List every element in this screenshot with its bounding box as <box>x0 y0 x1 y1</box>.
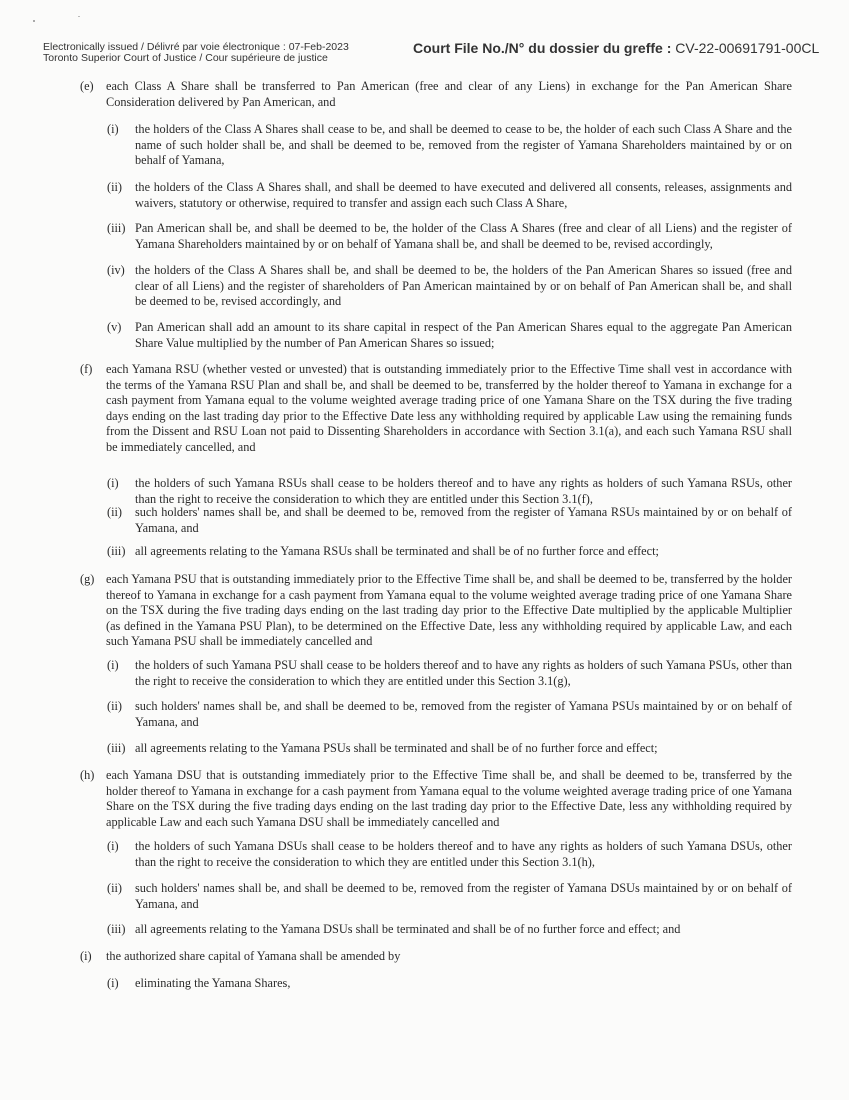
clause-e: each Class A Share shall be transferred to Pan American (free and clear of any Liens) in exchange for the Pan American Share Consideration delivered by Pan American, and <box>106 79 792 109</box>
scan-speck <box>78 16 80 17</box>
clause-f: each Yamana RSU (whether vested or unvested) that is outstanding immediately prior to the Effective Time shall vest in accordance with the terms of the Yamana RSU Plan and shall be, and shall be deemed to be, transferred by the holder thereof to Yamana in exchange for a cash payment from Yamana equal to the volume weighted average trading price of one Yamana Share on the TSX during the five trading days ending on the last trading day prior to the Effective Date less any withholding required by applicable Law using the remaining funds from the Dissent and RSU Loan not paid to Dissenting Shareholders in accordance with Section 3.1(a), and each such Yamana RSU shall be immediately cancelled, and <box>106 362 792 454</box>
clause-label-h: (h) <box>80 768 95 782</box>
subclause-label: (ii) <box>107 505 123 519</box>
subclause-e-iv: the holders of the Class A Shares shall be, and shall be deemed to be, the holders of the Pan American Shares so issued (free and clear of all Liens) and the register of shareholders of Pan American maintained by or on behalf of Pan American shall be, and shall be deemed to be, revised accordingly, and <box>135 263 792 309</box>
clause-g: each Yamana PSU that is outstanding immediately prior to the Effective Time shall be, and shall be deemed to be, transferred by the holder thereof to Yamana in exchange for a cash payment from Yamana equal to the volume weighted average trading price of one Yamana Share on the TSX during the five trading days ending on the last trading day prior to the Effective Date multiplied by the applicable Multiplier (as defined in the Yamana PSU Plan), to be determined on the Effective Date, less any withholding required by applicable Law, and each such Yamana PSU shall be immediately cancelled and <box>106 572 792 649</box>
subclause-label: (ii) <box>107 881 123 895</box>
subclause-label: (iii) <box>107 741 126 755</box>
court-line: Toronto Superior Court of Justice / Cour supérieure de justice <box>43 52 328 64</box>
subclause-g-iii: all agreements relating to the Yamana PSUs shall be terminated and shall be of no further force and effect; <box>135 741 658 755</box>
subclause-label: (iii) <box>107 221 126 235</box>
clause-label-i: (i) <box>80 949 92 963</box>
subclause-h-i: the holders of such Yamana DSUs shall cease to be holders thereof and to have any rights as holders of such Yamana DSUs, other than the right to receive the consideration to which they are entitled under this Section 3.1(h), <box>135 839 792 869</box>
subclause-e-i: the holders of the Class A Shares shall cease to be, and shall be deemed to cease to be, the holder of each such Class A Share and the name of such holder shall be, and shall be deemed to be, removed from the register of Yamana Shareholders maintained by or on behalf of Yamana, <box>135 122 792 168</box>
subclause-label: (ii) <box>107 180 123 194</box>
subclause-label: (v) <box>107 320 122 334</box>
subclause-label: (iv) <box>107 263 125 277</box>
subclause-label: (ii) <box>107 699 123 713</box>
subclause-f-i: the holders of such Yamana RSUs shall cease to be holders thereof and to have any rights as holders of such Yamana RSUs, other than the right to receive the consideration to which they are entitled under this Section 3.1(f), <box>135 476 792 506</box>
subclause-h-ii: such holders' names shall be, and shall be deemed to be, removed from the register of Yamana DSUs maintained by or on behalf of Yamana, and <box>135 881 792 911</box>
subclause-g-i: the holders of such Yamana PSU shall cease to be holders thereof and to have any rights as holders of such Yamana PSUs, other than the right to receive the consideration to which they are entitled under this Section 3.1(g), <box>135 658 792 688</box>
subclause-label: (i) <box>107 122 119 136</box>
court-file-value: CV-22-00691791-00CL <box>675 40 820 56</box>
subclause-label: (iii) <box>107 544 126 558</box>
subclause-f-iii: all agreements relating to the Yamana RSUs shall be terminated and shall be of no further force and effect; <box>135 544 659 558</box>
subclause-g-ii: such holders' names shall be, and shall be deemed to be, removed from the register of Yamana PSUs maintained by or on behalf of Yamana, and <box>135 699 792 729</box>
subclause-h-iii: all agreements relating to the Yamana DSUs shall be terminated and shall be of no further force and effect; and <box>135 922 681 936</box>
subclause-label: (i) <box>107 839 119 853</box>
court-file-label: Court File No./N° du dossier du greffe : <box>413 40 672 56</box>
e-filing-stamp <box>43 42 349 64</box>
court-file-number <box>413 40 819 56</box>
clause-label-f: (f) <box>80 362 93 376</box>
subclause-e-ii: the holders of the Class A Shares shall, and shall be deemed to have executed and delivered all consents, releases, assignments and waivers, statutory or otherwise, required to transfer and assign each such Class A Share, <box>135 180 792 210</box>
clause-i: the authorized share capital of Yamana shall be amended by <box>106 949 401 963</box>
subclause-i-i: eliminating the Yamana Shares, <box>135 976 291 990</box>
clause-h: each Yamana DSU that is outstanding immediately prior to the Effective Time shall be, and shall be deemed to be, transferred by the holder thereof to Yamana in exchange for a cash payment from Yamana equal to the volume weighted average trading price of one Yamana Share on the TSX during the five trading days ending on the last trading day prior to the Effective Date, less any withholding required by applicable Law and each such Yamana DSU shall be immediately cancelled and <box>106 768 792 829</box>
clause-label-g: (g) <box>80 572 95 586</box>
subclause-label: (i) <box>107 976 119 990</box>
subclause-e-v: Pan American shall add an amount to its share capital in respect of the Pan American Shares equal to the aggregate Pan American Share Value multiplied by the number of Pan American Shares so issued; <box>135 320 792 350</box>
scan-speck <box>33 20 35 22</box>
subclause-label: (i) <box>107 658 119 672</box>
clause-label-e: (e) <box>80 79 94 93</box>
issued-line: Electronically issued / Délivré par voie électronique : 07-Feb-2023 <box>43 41 349 53</box>
subclause-label: (iii) <box>107 922 126 936</box>
subclause-label: (i) <box>107 476 119 490</box>
subclause-f-ii: such holders' names shall be, and shall be deemed to be, removed from the register of Yamana RSUs maintained by or on behalf of Yamana, and <box>135 505 792 535</box>
subclause-e-iii: Pan American shall be, and shall be deemed to be, the holder of the Class A Shares (free and clear of all Liens) and the register of Yamana Shareholders maintained by or on behalf of Yamana shall be, and shall be deemed to be, revised accordingly, <box>135 221 792 251</box>
